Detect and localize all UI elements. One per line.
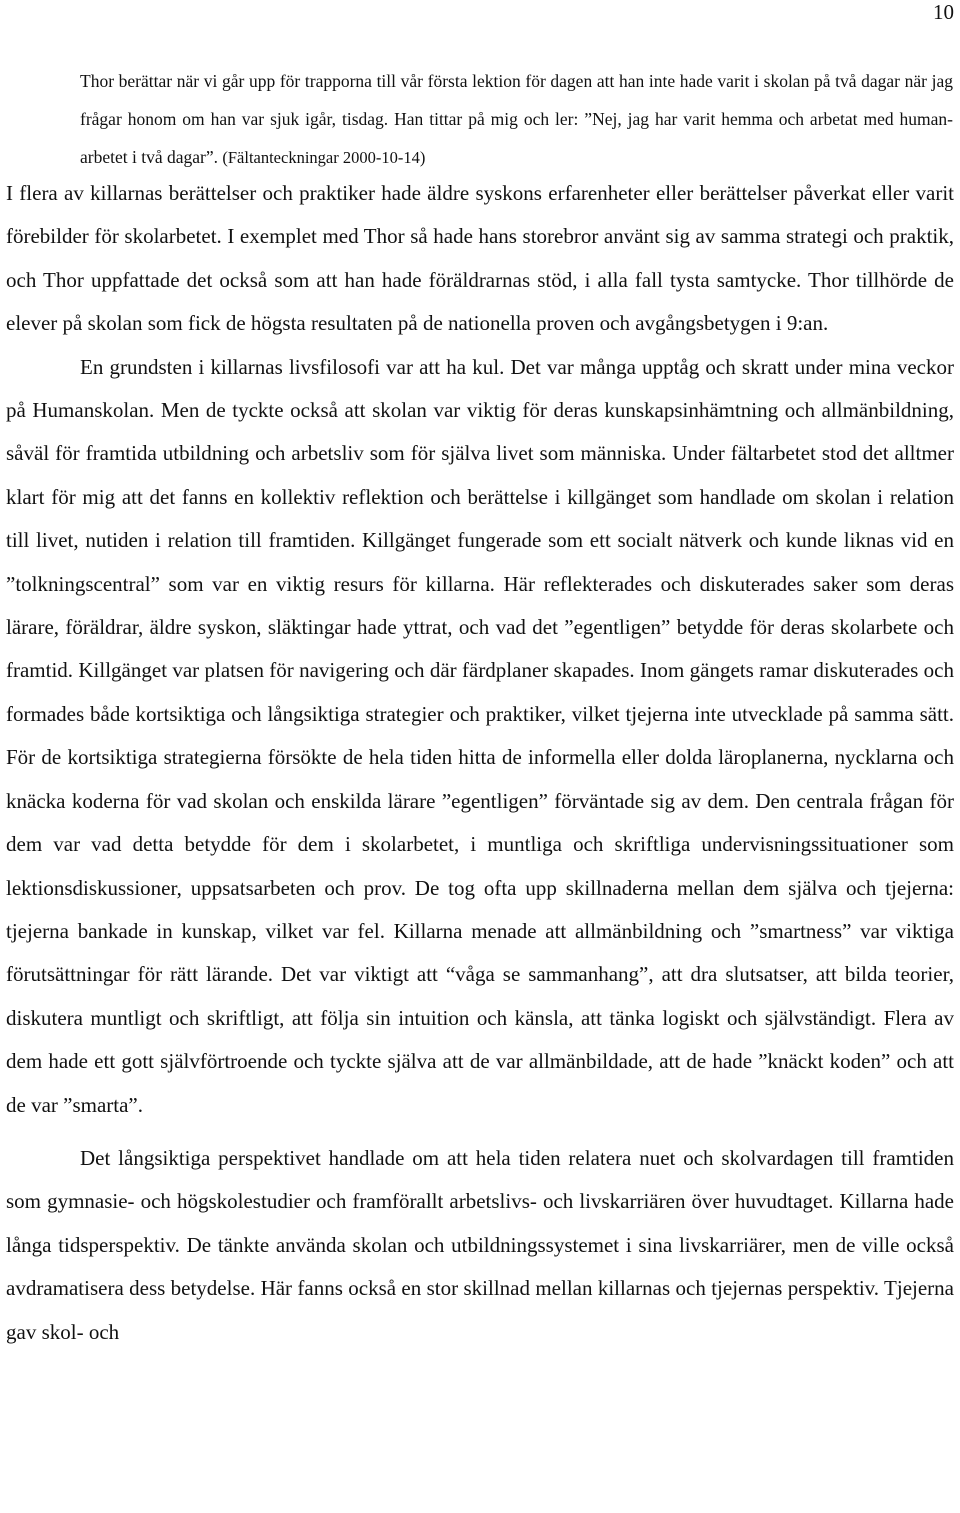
paragraph-3: Det långsiktiga perspektivet handlade om att hela tiden relatera nuet och skolvardagen till framtiden som gymnasie- och högskolestudier och framförallt arbetslivs- och livskarriären över huvudtaget. Killarna hade långa tidsperspektiv. De tänkte använda skolan och utbildningssystemet i sina livskarriärer, men de ville också avdramatisera dess betydelse. Här fanns också en stor skillnad mellan killarnas och tjejernas perspektiv. Tjejerna gav skol- och [6,1145,954,1344]
quote-source: (Fältanteckningar 2000-10-14) [222,148,426,167]
fieldnote-quote [80,62,953,177]
quote-text: Thor berättar när vi går upp för trapporna till vår första lektion för dagen att han inte hade varit i skolan på två dagar när jag frågar honom om han var sjuk igår, tisdag. Han tittar på mig och ler: ”Nej, jag har varit hemma och arbetat med human-arbetet i två dagar”. [80,71,953,167]
paragraph-1: I flera av killarnas berättelser och praktiker hade äldre syskons erfarenheter eller berättelser påverkat eller varit förebilder för skolarbetet. I exemplet med Thor så hade hans storebror använt sig av samma strategi och praktik, och Thor uppfattade det också som att han hade föräldrarnas stöd, i alla fall tysta samtycke. Thor tillhörde de elever på skolan som fick de högsta resultaten på de nationella proven och avgångsbetygen i 9:an. [6,181,954,336]
body-text [6,172,954,1354]
paragraph-2: En grundsten i killarnas livsfilosofi var att ha kul. Det var många upptåg och skratt under mina veckor på Humanskolan. Men de tyckte också att skolan var viktig för deras kunskapsinhämtning och allmänbildning, såväl för framtida utbildning och arbetsliv som för själva livet som människa. Under fältarbetet stod det alltmer klart för mig att det fanns en kollektiv reflektion och berättelse i killgänget som handlade om skolan i relation till livet, nutiden i relation till framtiden. Killgänget fungerade som ett socialt nätverk och kunde liknas vid en ”tolkningscentral” som var en viktig resurs för killarna. Här reflekterades och diskuterades saker som deras lärare, föräldrar, äldre syskon, släktingar hade yttrat, och vad det ”egentligen” betydde för deras skolarbete och framtid. Killgänget var platsen för navigering och där färdplaner skapades. Inom gängets ramar diskuterades och formades både kortsiktiga och långsiktiga strategier och praktiker, vilket tjejerna inte utvecklade på samma sätt. För de kortsiktiga strategierna försökte de hela tiden hitta de informella eller dolda läroplanerna, nycklarna och knäcka koderna för vad skolan och enskilda lärare ”egentligen” förväntade sig av dem. Den centrala frågan för dem var vad detta betydde för dem i skolarbetet, i muntliga och skriftliga undervisningssituationer som lektionsdiskussioner, uppsatsarbeten och prov. De tog ofta upp skillnaderna mellan dem själva och tjejerna: tjejerna bankade in kunskap, vilket var fel. Killarna menade att allmänbildning och ”smartness” var viktiga förutsättningar för rätt lärande. Det var viktigt att “våga se sammanhang”, att dra slutsatser, att bilda teorier, diskutera muntligt och skriftligt, att följa sin intuition och känsla, att tänka logiskt och självständigt. Flera av dem hade ett gott självförtroende och tyckte själva att de var allmänbildade, att de hade ”knäckt koden” och att de var ”smarta”. [6,354,954,1117]
page-number: 10 [933,0,954,24]
